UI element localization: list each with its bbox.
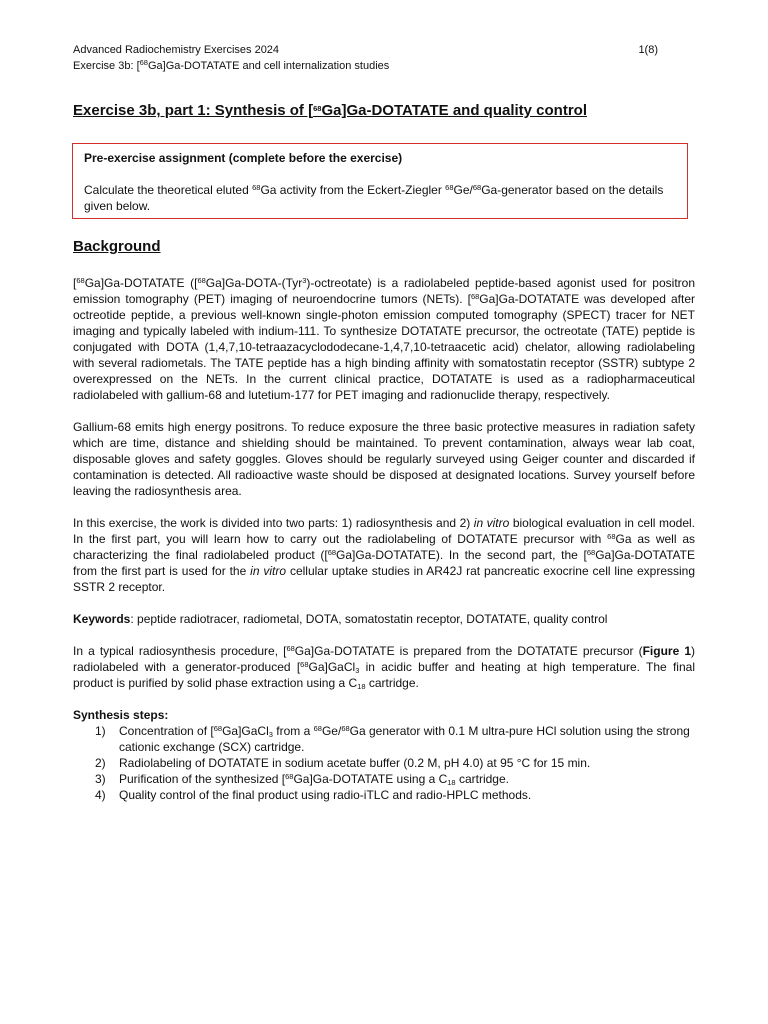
assignment-text: Calculate the theoretical eluted $^{68}$Ga activity from the Eckert-Ziegler $^{68}$Ge/$^{68}$Ga-generator based on the details given below.: [84, 183, 664, 213]
list-item: 3) Purification of the synthesized [$^{68}$Ga]Ga-DOTATATE using a $C_{18}$ cartridge.: [95, 772, 509, 787]
synthesis-steps-heading: Synthesis steps:: [73, 708, 169, 722]
paragraph-radiation-safety: Gallium-68 emits high energy positrons. To reduce exposure the three basic protective measures in radiation safety which are time, distance and shielding should be maintained. To prevent contamination, always wear lab coat, disposable gloves and safety goggles. Gloves should be regularly surveyed using Geiger counter and discarded if contamination is detected. All radioactive waste should be disposed at designated locations. Survey yourself before leaving the radiosynthesis area.: [73, 420, 695, 498]
page-header: [73, 42, 658, 74]
course-title: Advanced Radiochemistry Exercises 2024: [73, 44, 280, 56]
list-item: 2) Radiolabeling of DOTATATE in sodium acetate buffer (0.2 M, pH 4.0) at 95 °C for 15 min.: [95, 756, 591, 770]
paragraph-synthesis-procedure: In a typical radiosynthesis procedure, [$^{68}$Ga]Ga-DOTATATE is prepared from the DOTATATE precursor (Figure 1) radiolabeled with a generator-produced [$^{68}$Ga]GaCl$_3$ in acidic buffer and heating at high temperature. The final product is purified by solid phase extraction using a $C_{18}$ cartridge.: [73, 644, 695, 691]
exercise-subtitle: Exercise 3b: [$^{68}$Ga]Ga-DOTATATE and cell internalization studies: [73, 58, 390, 72]
paragraph-dotatate-intro: [$^{68}$Ga]Ga-DOTATATE ([$^{68}$Ga]Ga-DOTA-(Tyr$^3$)-octreotate) is a radiolabeled peptide-based agonist used for positron emission tomography (PET) imaging of neuroendocrine tumors (NETs). [$^{68}$Ga]Ga-DOTATATE was developed after octreotide peptide, a previous well-known single-photon emission computed tomography (SPECT) tracer for NET imaging and typically labeled with indium-111. To synthesize DOTATATE precursor, the octreotate (TATE) peptide is conjugated with DOTA (1,4,7,10-tetraazacyclododecane-1,4,7,10-tetraacetic acid) chelator, allowing radiolabeling with several radiometals. The TATE peptide has a high binding affinity with somatostatin receptor (SSTR) subtype 2 overexpressed on the NETs. In the current clinical practice, DOTATATE is used as a radiopharmaceutical radiolabeled with gallium-68 and lutetium-177 for PET imaging and radionuclide therapy, respectively.: [73, 276, 695, 402]
figure-1-reference[interactable]: Figure 1: [642, 644, 691, 658]
synthesis-steps-list: [73, 723, 695, 803]
keywords-line: Keywords: peptide radiotracer, radiometal, DOTA, somatostatin receptor, DOTATATE, quality control: [73, 612, 608, 626]
paragraph-exercise-parts: In this exercise, the work is divided into two parts: 1) radiosynthesis and 2) in vitro biological evaluation in cell model. In the first part, you will learn how to carry out the radiolabeling of DOTATATE precursor with $^{68}$Ga as well as characterizing the final radiolabeled product ([$^{68}$Ga]Ga-DOTATATE). In the second part, the [$^{68}$Ga]Ga-DOTATATE from the first part is used for the in vitro cellular uptake studies in AR42J rat pancreatic exocrine cell line expressing SSTR 2 receptor.: [73, 516, 696, 594]
background-body: [73, 275, 695, 803]
page-number: 1(8): [638, 44, 658, 56]
list-item: 4) Quality control of the final product using radio-iTLC and radio-HPLC methods.: [95, 788, 532, 802]
assignment-heading: Pre-exercise assignment (complete before the exercise): [84, 151, 403, 165]
pre-exercise-assignment-box: [72, 143, 688, 219]
list-item: 1) Concentration of [$^{68}$Ga]GaCl$_3$ from a $^{68}$Ge/$^{68}$Ga generator with 0.1 M ultra-pure HCl solution using the strong cationic exchange (SCX) cartridge.: [95, 724, 690, 754]
page-title: Exercise 3b, part 1: Synthesis of [$^{68}$Ga]Ga-DOTATATE and quality control: [73, 102, 587, 119]
background-heading: Background: [73, 238, 161, 255]
